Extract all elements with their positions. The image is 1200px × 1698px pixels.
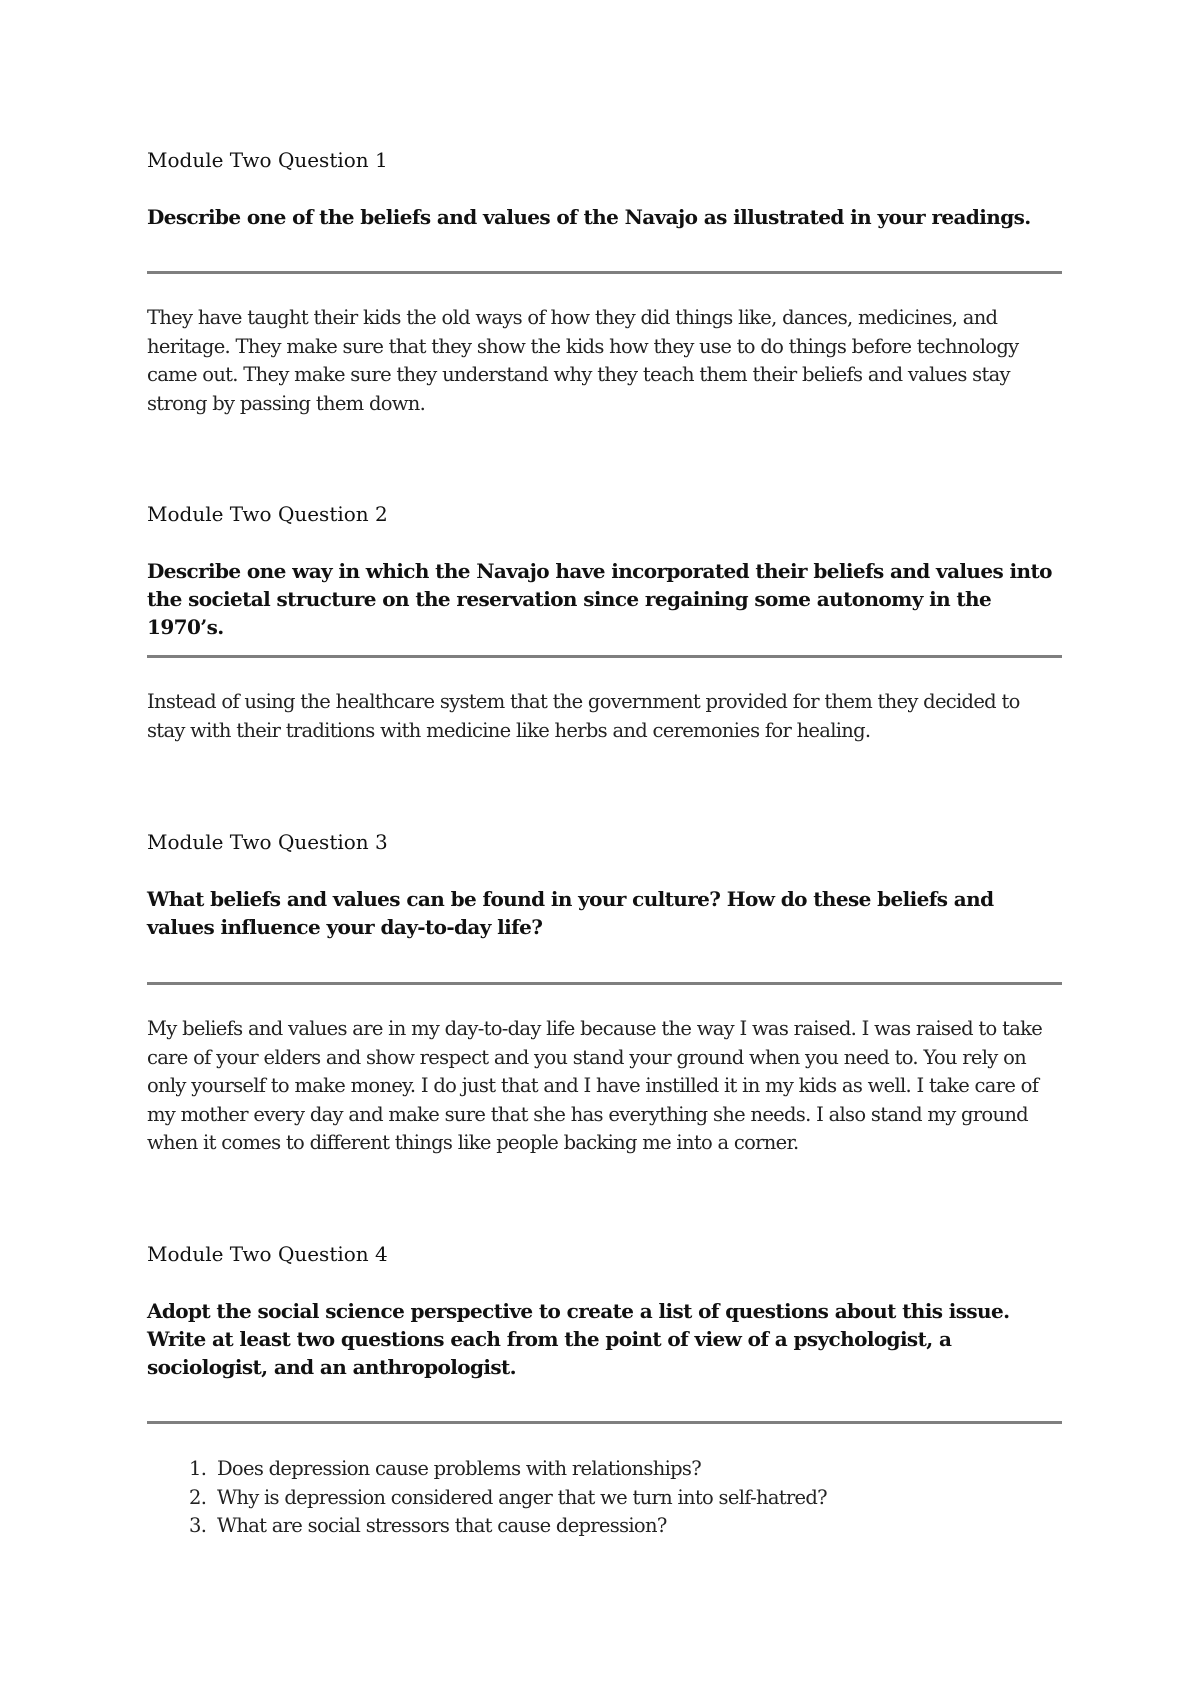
- divider-rule: [147, 655, 1062, 658]
- question-2-prompt-block: [147, 557, 1062, 641]
- divider-rule: [147, 271, 1062, 274]
- question-title: Module Two Question 3: [147, 830, 388, 854]
- list-item-text: Why is depression considered anger that we turn into self-hatred?: [217, 1485, 827, 1509]
- divider-rule: [147, 1421, 1062, 1424]
- question-2-heading: [147, 500, 1062, 528]
- answer-text: They have taught their kids the old ways of how they did things like, dances, medicines, and heritage. They make sure that they show the kids how they use to do things before technology came out. They make sure they understand why they teach them their beliefs and values stay strong by passing them down.: [147, 306, 1019, 415]
- list-item-text: What are social stressors that cause depression?: [217, 1514, 667, 1537]
- list-item-number: 2.: [189, 1485, 207, 1509]
- list-item: [147, 1512, 1062, 1541]
- list-item: [147, 1484, 1062, 1513]
- question-1-prompt-block: [147, 203, 1062, 231]
- answer-text: Instead of using the healthcare system that the government provided for them they decided to stay with their traditions with medicine like herbs and ceremonies for healing.: [147, 690, 1020, 742]
- list-item-number: 1.: [189, 1457, 207, 1480]
- list-item-number: 3.: [189, 1514, 207, 1537]
- question-title: Module Two Question 4: [147, 1242, 388, 1266]
- question-title: Module Two Question 1: [147, 148, 388, 172]
- list-item-text: Does depression cause problems with relationships?: [217, 1457, 701, 1480]
- question-4-prompt-block: [147, 1297, 1062, 1381]
- question-4-heading: [147, 1240, 1062, 1268]
- question-prompt: Adopt the social science perspective to create a list of questions about this issue. Write at least two questions each from the point of view of a psychologist, a sociologist, and an anthropologist.: [147, 1299, 1010, 1379]
- question-prompt: What beliefs and values can be found in your culture? How do these beliefs and values influence your day-to-day life?: [147, 887, 994, 939]
- divider-rule: [147, 982, 1062, 985]
- question-title: Module Two Question 2: [147, 502, 388, 526]
- question-3-prompt-block: [147, 885, 1062, 941]
- question-prompt: Describe one way in which the Navajo have incorporated their beliefs and values into the societal structure on the reservation since regaining some autonomy in the 1970’s.: [147, 559, 1052, 639]
- question-3-heading: [147, 828, 1062, 856]
- list-item: [147, 1455, 1062, 1484]
- answer-text: My beliefs and values are in my day-to-day life because the way I was raised. I was raised to take care of your elders and show respect and you stand your ground when you need to. You rely on only yourself to make money. I do just that and I have instilled it in my kids as well. I take care of my mother every day and make sure that she has everything she needs. I also stand my ground when it comes to different things like people backing me into a corner.: [147, 1017, 1043, 1154]
- question-1-heading: [147, 146, 1062, 174]
- answer-list: [147, 1455, 1062, 1541]
- question-prompt: Describe one of the beliefs and values of the Navajo as illustrated in your readings.: [147, 205, 1031, 229]
